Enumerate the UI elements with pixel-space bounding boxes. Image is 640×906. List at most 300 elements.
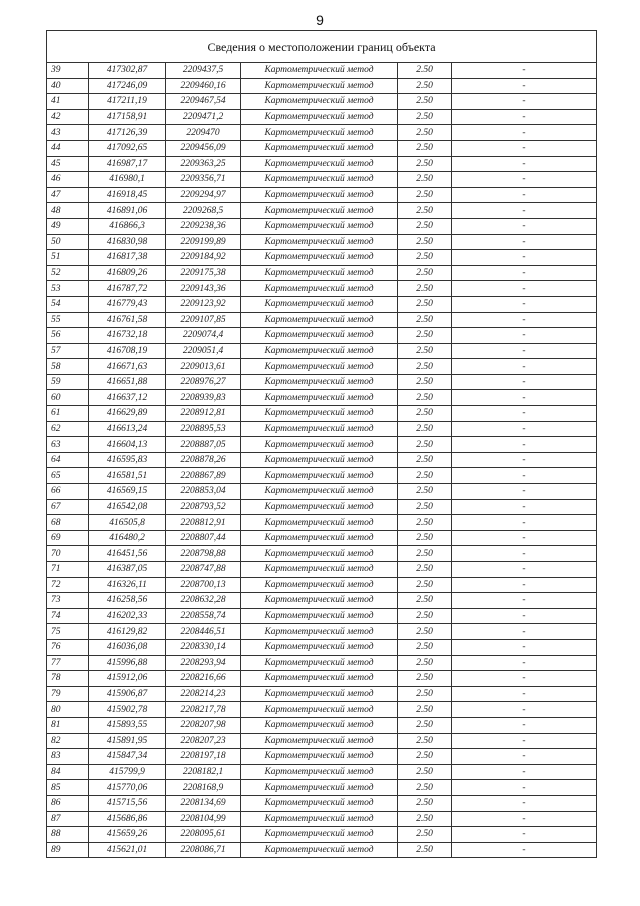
description-cell: - (452, 764, 597, 780)
table-row (47, 530, 597, 546)
x-coordinate-cell: 416629,89 (89, 406, 166, 422)
accuracy-cell: 2.50 (398, 593, 452, 609)
method-cell: Картометрический метод (241, 203, 398, 219)
description-cell: - (452, 94, 597, 110)
method-cell: Картометрический метод (241, 546, 398, 562)
description-cell: - (452, 78, 597, 94)
accuracy-cell: 2.50 (398, 187, 452, 203)
table-row (47, 764, 597, 780)
table-row (47, 125, 597, 141)
point-number-cell: 58 (47, 359, 89, 375)
table-row (47, 733, 597, 749)
x-coordinate-cell: 417211,19 (89, 94, 166, 110)
method-cell: Картометрический метод (241, 639, 398, 655)
description-cell: - (452, 717, 597, 733)
accuracy-cell: 2.50 (398, 328, 452, 344)
method-cell: Картометрический метод (241, 655, 398, 671)
accuracy-cell: 2.50 (398, 343, 452, 359)
method-cell: Картометрический метод (241, 624, 398, 640)
y-coordinate-cell: 2208217,78 (166, 702, 241, 718)
accuracy-cell: 2.50 (398, 530, 452, 546)
method-cell: Картометрический метод (241, 374, 398, 390)
accuracy-cell: 2.50 (398, 390, 452, 406)
accuracy-cell: 2.50 (398, 811, 452, 827)
x-coordinate-cell: 416980,1 (89, 172, 166, 188)
method-cell: Картометрический метод (241, 218, 398, 234)
x-coordinate-cell: 417302,87 (89, 63, 166, 79)
description-cell: - (452, 312, 597, 328)
x-coordinate-cell: 416604,13 (89, 437, 166, 453)
accuracy-cell: 2.50 (398, 406, 452, 422)
description-cell: - (452, 406, 597, 422)
table-row (47, 546, 597, 562)
description-cell: - (452, 546, 597, 562)
point-number-cell: 80 (47, 702, 89, 718)
x-coordinate-cell: 416129,82 (89, 624, 166, 640)
point-number-cell: 69 (47, 530, 89, 546)
point-number-cell: 78 (47, 671, 89, 687)
table-row (47, 343, 597, 359)
table-row (47, 795, 597, 811)
y-coordinate-cell: 2209013,61 (166, 359, 241, 375)
method-cell: Картометрический метод (241, 733, 398, 749)
method-cell: Картометрический метод (241, 406, 398, 422)
description-cell: - (452, 468, 597, 484)
table-row (47, 94, 597, 110)
y-coordinate-cell: 2208293,94 (166, 655, 241, 671)
y-coordinate-cell: 2208197,18 (166, 749, 241, 765)
point-number-cell: 47 (47, 187, 89, 203)
accuracy-cell: 2.50 (398, 717, 452, 733)
y-coordinate-cell: 2209470 (166, 125, 241, 141)
x-coordinate-cell: 416326,11 (89, 577, 166, 593)
description-cell: - (452, 484, 597, 500)
table-row (47, 811, 597, 827)
x-coordinate-cell: 416581,51 (89, 468, 166, 484)
y-coordinate-cell: 2208095,61 (166, 827, 241, 843)
description-cell: - (452, 109, 597, 125)
accuracy-cell: 2.50 (398, 499, 452, 515)
x-coordinate-cell: 416651,88 (89, 374, 166, 390)
y-coordinate-cell: 2209199,89 (166, 234, 241, 250)
y-coordinate-cell: 2208104,99 (166, 811, 241, 827)
description-cell: - (452, 608, 597, 624)
method-cell: Картометрический метод (241, 530, 398, 546)
method-cell: Картометрический метод (241, 437, 398, 453)
method-cell: Картометрический метод (241, 343, 398, 359)
y-coordinate-cell: 2209294,97 (166, 187, 241, 203)
method-cell: Картометрический метод (241, 827, 398, 843)
accuracy-cell: 2.50 (398, 218, 452, 234)
accuracy-cell: 2.50 (398, 452, 452, 468)
method-cell: Картометрический метод (241, 156, 398, 172)
method-cell: Картометрический метод (241, 421, 398, 437)
table-row (47, 281, 597, 297)
y-coordinate-cell: 2209123,92 (166, 296, 241, 312)
point-number-cell: 52 (47, 265, 89, 281)
table-row (47, 359, 597, 375)
description-cell: - (452, 328, 597, 344)
method-cell: Картометрический метод (241, 764, 398, 780)
accuracy-cell: 2.50 (398, 546, 452, 562)
method-cell: Картометрический метод (241, 312, 398, 328)
method-cell: Картометрический метод (241, 468, 398, 484)
description-cell: - (452, 140, 597, 156)
point-number-cell: 66 (47, 484, 89, 500)
y-coordinate-cell: 2208895,53 (166, 421, 241, 437)
method-cell: Картометрический метод (241, 811, 398, 827)
description-cell: - (452, 187, 597, 203)
table-row (47, 484, 597, 500)
x-coordinate-cell: 415799,9 (89, 764, 166, 780)
point-number-cell: 56 (47, 328, 89, 344)
x-coordinate-cell: 416387,05 (89, 562, 166, 578)
description-cell: - (452, 421, 597, 437)
description-cell: - (452, 702, 597, 718)
point-number-cell: 44 (47, 140, 89, 156)
y-coordinate-cell: 2208939,83 (166, 390, 241, 406)
x-coordinate-cell: 417246,09 (89, 78, 166, 94)
method-cell: Картометрический метод (241, 187, 398, 203)
y-coordinate-cell: 2208812,91 (166, 515, 241, 531)
x-coordinate-cell: 415893,55 (89, 717, 166, 733)
table-row (47, 203, 597, 219)
table-row (47, 515, 597, 531)
y-coordinate-cell: 2208446,51 (166, 624, 241, 640)
accuracy-cell: 2.50 (398, 94, 452, 110)
method-cell: Картометрический метод (241, 499, 398, 515)
method-cell: Картометрический метод (241, 234, 398, 250)
x-coordinate-cell: 415770,06 (89, 780, 166, 796)
y-coordinate-cell: 2209471,2 (166, 109, 241, 125)
accuracy-cell: 2.50 (398, 795, 452, 811)
accuracy-cell: 2.50 (398, 686, 452, 702)
y-coordinate-cell: 2208330,14 (166, 639, 241, 655)
y-coordinate-cell: 2208214,23 (166, 686, 241, 702)
point-number-cell: 49 (47, 218, 89, 234)
method-cell: Картометрический метод (241, 593, 398, 609)
point-number-cell: 63 (47, 437, 89, 453)
point-number-cell: 83 (47, 749, 89, 765)
table-row (47, 437, 597, 453)
description-cell: - (452, 842, 597, 858)
page-number: 9 (316, 12, 324, 28)
table-row (47, 172, 597, 188)
description-cell: - (452, 437, 597, 453)
method-cell: Картометрический метод (241, 842, 398, 858)
x-coordinate-cell: 415906,87 (89, 686, 166, 702)
point-number-cell: 51 (47, 250, 89, 266)
x-coordinate-cell: 416891,06 (89, 203, 166, 219)
accuracy-cell: 2.50 (398, 140, 452, 156)
table-row (47, 78, 597, 94)
accuracy-cell: 2.50 (398, 484, 452, 500)
point-number-cell: 59 (47, 374, 89, 390)
table-row (47, 109, 597, 125)
accuracy-cell: 2.50 (398, 515, 452, 531)
description-cell: - (452, 749, 597, 765)
description-cell: - (452, 234, 597, 250)
x-coordinate-cell: 416036,08 (89, 639, 166, 655)
description-cell: - (452, 639, 597, 655)
accuracy-cell: 2.50 (398, 437, 452, 453)
table-row (47, 499, 597, 515)
table-row (47, 577, 597, 593)
table-row (47, 686, 597, 702)
description-cell: - (452, 296, 597, 312)
table-body (47, 31, 597, 858)
table-row (47, 842, 597, 858)
description-cell: - (452, 218, 597, 234)
point-number-cell: 76 (47, 639, 89, 655)
point-number-cell: 42 (47, 109, 89, 125)
y-coordinate-cell: 2209363,25 (166, 156, 241, 172)
description-cell: - (452, 811, 597, 827)
method-cell: Картометрический метод (241, 795, 398, 811)
table-row (47, 749, 597, 765)
x-coordinate-cell: 416595,83 (89, 452, 166, 468)
accuracy-cell: 2.50 (398, 562, 452, 578)
point-number-cell: 57 (47, 343, 89, 359)
table-row (47, 250, 597, 266)
x-coordinate-cell: 416787,72 (89, 281, 166, 297)
point-number-cell: 43 (47, 125, 89, 141)
x-coordinate-cell: 415659,26 (89, 827, 166, 843)
x-coordinate-cell: 416918,45 (89, 187, 166, 203)
table-row (47, 608, 597, 624)
accuracy-cell: 2.50 (398, 421, 452, 437)
y-coordinate-cell: 2209268,5 (166, 203, 241, 219)
x-coordinate-cell: 416987,17 (89, 156, 166, 172)
y-coordinate-cell: 2209175,38 (166, 265, 241, 281)
point-number-cell: 62 (47, 421, 89, 437)
description-cell: - (452, 780, 597, 796)
table-row (47, 468, 597, 484)
accuracy-cell: 2.50 (398, 296, 452, 312)
point-number-cell: 40 (47, 78, 89, 94)
table-row (47, 156, 597, 172)
method-cell: Картометрический метод (241, 702, 398, 718)
accuracy-cell: 2.50 (398, 733, 452, 749)
method-cell: Картометрический метод (241, 265, 398, 281)
y-coordinate-cell: 2209143,36 (166, 281, 241, 297)
description-cell: - (452, 156, 597, 172)
description-cell: - (452, 374, 597, 390)
table-row (47, 827, 597, 843)
table-row (47, 562, 597, 578)
description-cell: - (452, 530, 597, 546)
description-cell: - (452, 624, 597, 640)
table-row (47, 265, 597, 281)
x-coordinate-cell: 416779,43 (89, 296, 166, 312)
point-number-cell: 61 (47, 406, 89, 422)
boundary-table (46, 30, 597, 858)
x-coordinate-cell: 415686,86 (89, 811, 166, 827)
table-row (47, 639, 597, 655)
accuracy-cell: 2.50 (398, 265, 452, 281)
table-row (47, 452, 597, 468)
table-row (47, 187, 597, 203)
point-number-cell: 89 (47, 842, 89, 858)
accuracy-cell: 2.50 (398, 63, 452, 79)
y-coordinate-cell: 2209437,5 (166, 63, 241, 79)
y-coordinate-cell: 2208807,44 (166, 530, 241, 546)
point-number-cell: 41 (47, 94, 89, 110)
table-row (47, 328, 597, 344)
table-row (47, 390, 597, 406)
description-cell: - (452, 63, 597, 79)
point-number-cell: 60 (47, 390, 89, 406)
point-number-cell: 85 (47, 780, 89, 796)
y-coordinate-cell: 2208887,05 (166, 437, 241, 453)
x-coordinate-cell: 416258,56 (89, 593, 166, 609)
point-number-cell: 87 (47, 811, 89, 827)
description-cell: - (452, 795, 597, 811)
description-cell: - (452, 359, 597, 375)
x-coordinate-cell: 415912,06 (89, 671, 166, 687)
description-cell: - (452, 562, 597, 578)
accuracy-cell: 2.50 (398, 608, 452, 624)
x-coordinate-cell: 415715,56 (89, 795, 166, 811)
y-coordinate-cell: 2209238,36 (166, 218, 241, 234)
point-number-cell: 55 (47, 312, 89, 328)
method-cell: Картометрический метод (241, 562, 398, 578)
method-cell: Картометрический метод (241, 78, 398, 94)
accuracy-cell: 2.50 (398, 156, 452, 172)
description-cell: - (452, 686, 597, 702)
method-cell: Картометрический метод (241, 780, 398, 796)
y-coordinate-cell: 2208207,98 (166, 717, 241, 733)
method-cell: Картометрический метод (241, 671, 398, 687)
point-number-cell: 88 (47, 827, 89, 843)
accuracy-cell: 2.50 (398, 780, 452, 796)
description-cell: - (452, 343, 597, 359)
description-cell: - (452, 125, 597, 141)
method-cell: Картометрический метод (241, 390, 398, 406)
x-coordinate-cell: 416671,63 (89, 359, 166, 375)
y-coordinate-cell: 2209107,85 (166, 312, 241, 328)
point-number-cell: 73 (47, 593, 89, 609)
table-row (47, 140, 597, 156)
accuracy-cell: 2.50 (398, 468, 452, 484)
method-cell: Картометрический метод (241, 749, 398, 765)
table-row (47, 671, 597, 687)
y-coordinate-cell: 2209184,92 (166, 250, 241, 266)
y-coordinate-cell: 2209460,16 (166, 78, 241, 94)
x-coordinate-cell: 415847,34 (89, 749, 166, 765)
description-cell: - (452, 655, 597, 671)
x-coordinate-cell: 416866,3 (89, 218, 166, 234)
point-number-cell: 68 (47, 515, 89, 531)
point-number-cell: 65 (47, 468, 89, 484)
description-cell: - (452, 281, 597, 297)
method-cell: Картометрический метод (241, 63, 398, 79)
table-row (47, 421, 597, 437)
x-coordinate-cell: 415621,01 (89, 842, 166, 858)
y-coordinate-cell: 2209074,4 (166, 328, 241, 344)
x-coordinate-cell: 416451,56 (89, 546, 166, 562)
point-number-cell: 74 (47, 608, 89, 624)
point-number-cell: 39 (47, 63, 89, 79)
accuracy-cell: 2.50 (398, 250, 452, 266)
x-coordinate-cell: 416732,18 (89, 328, 166, 344)
point-number-cell: 67 (47, 499, 89, 515)
y-coordinate-cell: 2209356,71 (166, 172, 241, 188)
accuracy-cell: 2.50 (398, 374, 452, 390)
table-title: Сведения о местоположении границ объекта (47, 31, 597, 63)
y-coordinate-cell: 2209467,54 (166, 94, 241, 110)
table-row (47, 780, 597, 796)
x-coordinate-cell: 415902,78 (89, 702, 166, 718)
method-cell: Картометрический метод (241, 359, 398, 375)
table-row (47, 234, 597, 250)
accuracy-cell: 2.50 (398, 172, 452, 188)
accuracy-cell: 2.50 (398, 764, 452, 780)
accuracy-cell: 2.50 (398, 749, 452, 765)
description-cell: - (452, 499, 597, 515)
y-coordinate-cell: 2208086,71 (166, 842, 241, 858)
description-cell: - (452, 203, 597, 219)
table-row (47, 63, 597, 79)
point-number-cell: 82 (47, 733, 89, 749)
y-coordinate-cell: 2208168,9 (166, 780, 241, 796)
x-coordinate-cell: 416817,38 (89, 250, 166, 266)
method-cell: Картометрический метод (241, 515, 398, 531)
y-coordinate-cell: 2208798,88 (166, 546, 241, 562)
point-number-cell: 45 (47, 156, 89, 172)
point-number-cell: 46 (47, 172, 89, 188)
table-row (47, 717, 597, 733)
y-coordinate-cell: 2208853,04 (166, 484, 241, 500)
y-coordinate-cell: 2209051,4 (166, 343, 241, 359)
x-coordinate-cell: 416202,33 (89, 608, 166, 624)
table-row (47, 655, 597, 671)
y-coordinate-cell: 2208867,89 (166, 468, 241, 484)
description-cell: - (452, 515, 597, 531)
x-coordinate-cell: 416505,8 (89, 515, 166, 531)
y-coordinate-cell: 2209456,09 (166, 140, 241, 156)
y-coordinate-cell: 2208912,81 (166, 406, 241, 422)
table-header-row (47, 31, 597, 63)
accuracy-cell: 2.50 (398, 359, 452, 375)
table-row (47, 218, 597, 234)
point-number-cell: 71 (47, 562, 89, 578)
accuracy-cell: 2.50 (398, 827, 452, 843)
table-row (47, 296, 597, 312)
x-coordinate-cell: 416761,58 (89, 312, 166, 328)
method-cell: Картометрический метод (241, 172, 398, 188)
point-number-cell: 81 (47, 717, 89, 733)
method-cell: Картометрический метод (241, 250, 398, 266)
x-coordinate-cell: 416613,24 (89, 421, 166, 437)
y-coordinate-cell: 2208216,66 (166, 671, 241, 687)
accuracy-cell: 2.50 (398, 702, 452, 718)
description-cell: - (452, 390, 597, 406)
accuracy-cell: 2.50 (398, 125, 452, 141)
accuracy-cell: 2.50 (398, 577, 452, 593)
accuracy-cell: 2.50 (398, 624, 452, 640)
description-cell: - (452, 452, 597, 468)
table-row (47, 702, 597, 718)
x-coordinate-cell: 416480,2 (89, 530, 166, 546)
point-number-cell: 50 (47, 234, 89, 250)
accuracy-cell: 2.50 (398, 671, 452, 687)
method-cell: Картометрический метод (241, 717, 398, 733)
y-coordinate-cell: 2208207,23 (166, 733, 241, 749)
accuracy-cell: 2.50 (398, 842, 452, 858)
method-cell: Картометрический метод (241, 109, 398, 125)
description-cell: - (452, 671, 597, 687)
